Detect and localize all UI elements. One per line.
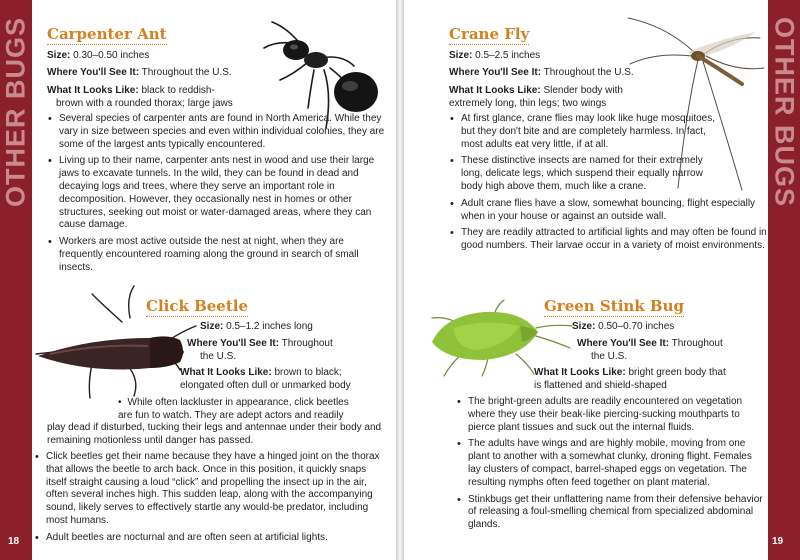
- click-beetle-where-cont: the U.S.: [200, 351, 237, 362]
- crane-fly-looks-cont: extremely long, thin legs; two wings: [449, 98, 607, 109]
- right-page: [404, 0, 800, 560]
- looks-value: bright green body that: [625, 367, 726, 378]
- crane-fly-facts: [449, 113, 767, 257]
- where-label: Where You'll See It:: [449, 67, 542, 78]
- fact-item: • Stinkbugs get their unflattering name from their defensive behavior of releasing a foul-smelling chemical from specialized abdominal glands.: [456, 494, 766, 532]
- where-value: Throughout: [669, 338, 723, 349]
- size-label: Size:: [200, 321, 224, 332]
- fact-item: • Adult beetles are nocturnal and are often seen at artificial lights.: [34, 532, 387, 545]
- fact-item: • The adults have wings and are highly mobile, moving from one plant to another with a somewhat clunky, droning flight. Females lay clusters of compact, barrel-shaped eggs on vegetation. The resulting nymphs often feed together on plant material.: [456, 438, 766, 489]
- green-stink-bug-where: [577, 337, 723, 350]
- green-stink-bug-size: [572, 320, 674, 333]
- carpenter-ant-where: [47, 66, 232, 79]
- looks-label: What It Looks Like:: [47, 85, 139, 96]
- click-beetle-title: Click Beetle: [146, 297, 249, 315]
- looks-value: Slender body with: [540, 85, 623, 96]
- where-value: Throughout the U.S.: [139, 67, 232, 78]
- fact-item: • Adult crane flies have a slow, somewhat bouncing, flight especially when in your house or against an outside wall.: [449, 198, 779, 224]
- fact-item: • The bright-green adults are readily encountered on vegetation where they use their beak-like piercing-sucking mouthparts to pierce plant tissues and suck out the internal fluids.: [456, 396, 766, 434]
- click-beetle-bullet-1-line-2: are fun to watch. They are adept actors and readily: [118, 410, 344, 421]
- fact-item: • Workers are most active outside the nest at night, when they are frequently encountered roaming along the ground in search of small insects.: [47, 236, 385, 274]
- looks-label: What It Looks Like:: [534, 367, 626, 378]
- page-number: 18: [8, 536, 20, 547]
- green-stink-bug-looks-cont: is flattened and shield-shaped: [534, 380, 667, 391]
- click-beetle-bullet-1-rest: play dead if disturbed, tucking their legs and antennae under their body and remaining motionless until danger has passed.: [47, 422, 382, 446]
- side-tab-right: [768, 0, 800, 560]
- size-label: Size:: [572, 321, 596, 332]
- looks-value: black to reddish-: [138, 85, 215, 96]
- left-page: [0, 0, 396, 560]
- side-tab-label: OTHER BUGS: [769, 16, 800, 208]
- where-label: Where You'll See It:: [47, 67, 140, 78]
- green-stink-bug-title: Green Stink Bug: [544, 297, 684, 315]
- size-value: 0.30–0.50 inches: [70, 50, 150, 61]
- carpenter-ant-size: [47, 49, 149, 62]
- carpenter-ant-looks-cont: brown with a rounded thorax; large jaws: [56, 98, 233, 109]
- carpenter-ant-looks: [47, 84, 215, 97]
- crane-fly-where: [449, 66, 634, 79]
- crane-fly-size: [449, 49, 540, 62]
- fact-item: • Several species of carpenter ants are found in North America. While they vary in size between species and even within individual colonies, they are some of the largest ants typically encountered.: [47, 113, 385, 151]
- fact-item: • These distinctive insects are named for their extremely long, delicate legs, which suspend their equally narrow body high above them, much like a crane.: [449, 155, 717, 193]
- click-beetle-looks-cont: elongated often dull or unmarked body: [180, 380, 351, 391]
- crane-fly-title: Crane Fly: [449, 25, 530, 43]
- where-label: Where You'll See It:: [187, 338, 280, 349]
- click-beetle-where: [187, 337, 333, 350]
- fact-item: • Living up to their name, carpenter ants nest in wood and use their large jaws to excavate tunnels. In the wild, they can be found in dead and decaying logs and trees, where they serve an important role in decomposition. However, they occasionally nest in homes or other structures, seeking out moist or water-damaged areas, where they can cause damage.: [47, 155, 385, 232]
- green-stink-bug-facts: [456, 396, 766, 536]
- looks-label: What It Looks Like:: [449, 85, 541, 96]
- fact-item: • Click beetles get their name because they have a hinged joint on the thorax that allows the beetle to arch back. Once in this position, it quickly snaps itself straight causing a loud “click” and propelling the insect up in the air, often several inches high. This sudden leap, along with the accompanying sound, likely serves to effectively startle any would-be predator, including most humans.: [34, 451, 387, 528]
- size-value: 0.50–0.70 inches: [595, 321, 675, 332]
- green-stink-bug-where-cont: the U.S.: [591, 351, 628, 362]
- bullet-text: While often lackluster in appearance, click beetles: [127, 397, 349, 408]
- side-tab-label: OTHER BUGS: [0, 16, 31, 208]
- side-tab-left: [0, 0, 32, 560]
- fact-item: • They are readily attracted to artificial lights and may often be found in good numbers. Their larvae occur in a variety of moist environments.: [449, 227, 779, 253]
- looks-value: brown to black;: [271, 367, 342, 378]
- where-value: Throughout the U.S.: [541, 67, 634, 78]
- carpenter-ant-title: Carpenter Ant: [47, 25, 167, 43]
- green-stink-bug-looks: [534, 366, 726, 379]
- page-number: 19: [772, 536, 784, 547]
- click-beetle-facts: [34, 451, 387, 549]
- crane-fly-looks: [449, 84, 623, 97]
- book-gutter: [396, 0, 404, 560]
- where-value: Throughout: [279, 338, 333, 349]
- click-beetle-looks: [180, 366, 342, 379]
- click-beetle-bullet-1-line-1: • While often lackluster in appearance, click beetles: [118, 397, 349, 408]
- size-label: Size:: [449, 50, 473, 61]
- size-label: Size:: [47, 50, 71, 61]
- where-label: Where You'll See It:: [577, 338, 670, 349]
- click-beetle-size: [200, 320, 313, 333]
- looks-label: What It Looks Like:: [180, 367, 272, 378]
- carpenter-ant-facts: [47, 113, 385, 279]
- size-value: 0.5–1.2 inches long: [223, 321, 313, 332]
- fact-item: • At first glance, crane flies may look like huge mosquitoes, but they don't bite and are completely harmless. In fact, most adults eat very little, if at all.: [449, 113, 717, 151]
- size-value: 0.5–2.5 inches: [472, 50, 541, 61]
